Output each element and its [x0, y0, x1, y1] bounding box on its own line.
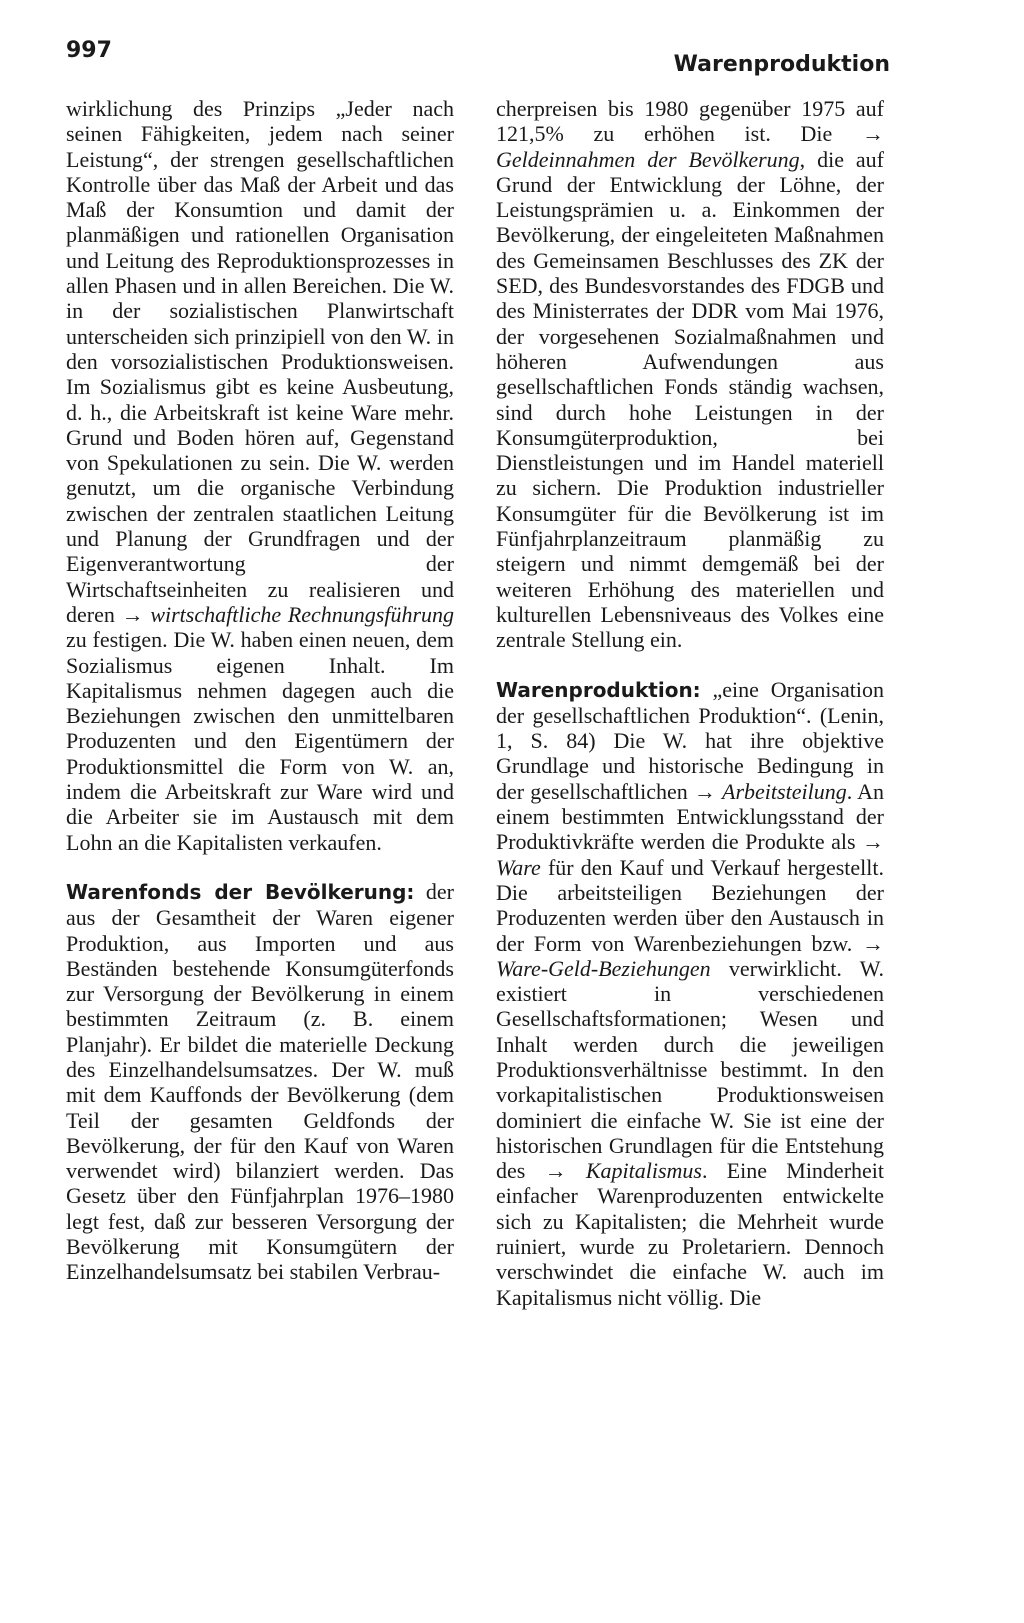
entry-title-warenproduktion: Warenproduktion: [496, 677, 701, 702]
cross-reference-arbeitsteilung: Arbeitsteilung [722, 778, 847, 804]
paragraph-continuation-right [496, 96, 884, 653]
cross-reference-wirtschaftliche-rechnungsfuehrung: wirtschaftliche Rechnungsführung [150, 601, 455, 627]
page-number: 997 [66, 38, 112, 63]
cross-reference-geldeinnahmen: Geldeinnahmen der Bevölkerung [496, 146, 800, 172]
text-run: wirklichung des Prinzips „Jeder nach seinen Fähigkeiten, jedem nach seiner Leistung“, der strengen gesellschaftlichen Kontrolle über das Maß der Arbeit und das Maß der Konsumtion und damit der planmäßigen und rationellen Organisation und Leitung des Reproduktionsprozesses in allen Phasen und in allen Bereichen. Die W. in der sozialistischen Planwirtschaft unterscheiden sich prinzipiell von den W. in den vorsozialistischen Produktionsweisen. Im Sozialismus gibt es keine Ausbeutung, d. h., die Arbeitskraft ist keine Ware mehr. Grund und Boden hören auf, Gegenstand von Spekulationen zu sein. Die W. werden genutzt, um die organische Verbindung zwischen der zentralen staatlichen Leitung und Planung der Grundfragen und der Eigenverantwortung der Wirtschaftseinheiten zu realisieren und deren [66, 96, 454, 627]
text-run: cherpreisen bis 1980 gegenüber 1975 auf 121,5% zu erhöhen ist. Die [496, 96, 884, 147]
cross-reference-arrow: → [693, 778, 716, 804]
text-run: , die auf Grund der Entwicklung der Löhne, der Leistungsprämien u. a. Einkommen der Bevölkerung, der eingeleiteten Maßnahmen des Gemeinsamen Beschlusses des ZK der SED, des Bundesvorstandes des FDGB und des Ministerrates der DDR vom Mai 1976, der vorgesehenen Sozialmaßnahmen und höheren Aufwendungen aus gesellschaftlichen Fonds ständig wachsen, sind durch hohe Leistungen in der Konsumgüterproduktion, bei Dienstleistungen und im Handel materiell zu sichern. Die Produktion industrieller Konsumgüter für die Bevölkerung ist im Fünfjahrplanzeitraum planmäßig zu steigern und nimmt demgemäß bei der weiteren Erhöhung des materiellen und kulturellen Lebensniveaus des Volkes eine zentrale Stellung ein. [496, 146, 885, 653]
entry-warenfonds [66, 879, 454, 1285]
right-column [496, 96, 884, 1310]
entry-warenproduktion [496, 677, 884, 1310]
cross-reference-ware: Ware [496, 854, 541, 880]
text-run: . An einem bestimmten Entwicklungsstand der Produktivkräfte werden die Produkte als [496, 778, 884, 855]
text-run: für den Kauf und Verkauf hergestellt. Die arbeitsteiligen Beziehungen der Produzenten werden über den Austausch in der Form von Warenbeziehungen bzw. [496, 854, 884, 956]
cross-reference-arrow: → [862, 930, 884, 956]
paragraph-continuation [66, 96, 454, 855]
text-run: der aus der Gesamtheit der Waren eigener Produktion, aus Importen und aus Beständen bestehende Konsumgüterfonds zur Versorgung der Bevölkerung in einem bestimmten Zeitraum (z. B. einem Planjahr). Er bildet die materielle Deckung des Einzelhandelsumsatzes. Der W. muß mit dem Kauffonds der Bevölkerung (dem Teil der gesamten Geldfonds der Bevölkerung, der für den Kauf von Waren verwendet wird) bilanziert werden. Das Gesetz über den Fünfjahrplan 1976–1980 legt fest, daß zur besseren Versorgung der Bevölkerung mit Konsumgütern der Einzelhandelsumsatz bei stabilen Verbrau- [66, 878, 454, 1285]
cross-reference-arrow: → [121, 601, 144, 627]
cross-reference-arrow: → [862, 121, 884, 147]
cross-reference-arrow: → [862, 829, 884, 855]
cross-reference-arrow: → [544, 1158, 567, 1184]
entry-title-warenfonds: Warenfonds der Bevölkerung: [66, 879, 415, 904]
cross-reference-kapitalismus: Kapitalismus [585, 1158, 702, 1184]
left-column [66, 96, 454, 1285]
running-title: Warenproduktion [673, 52, 890, 77]
text-run: „eine Organisation der gesellschaftlichen Produktion“. (Lenin, 1, S. 84) Die W. hat ihre objektive Grundlage und historische Bedingung in der gesellschaftlichen [496, 676, 884, 804]
text-run: . Eine Minderheit einfacher Warenproduzenten entwickelte sich zu Kapitalisten; die Mehrheit wurde ruiniert, wurde zu Proletariern. Dennoch verschwindet die einfache W. auch im Kapitalismus nicht völlig. Die [496, 1158, 885, 1310]
text-run: zu festigen. Die W. haben einen neuen, dem Sozialismus eigenen Inhalt. Im Kapitalismus nehmen dagegen auch die Beziehungen zwischen den unmittelbaren Produzenten und den Eigentümern der Produktionsmittel die Form von W. an, indem die Arbeitskraft zur Ware wird und die Arbeiter sie im Austausch mit dem Lohn an die Kapitalisten verkaufen. [66, 627, 454, 855]
text-run: verwirklicht. W. existiert in verschiedenen Gesellschaftsformationen; Wesen und Inhalt werden durch die jeweiligen Produktionsverhältnisse bestimmt. In den vorkapitalistischen Produktionsweisen dominiert die einfache W. Sie ist eine der historischen Grundlagen für die Entstehung des [496, 955, 884, 1184]
cross-reference-ware-geld-beziehungen: Ware-Geld-Beziehungen [496, 955, 711, 981]
